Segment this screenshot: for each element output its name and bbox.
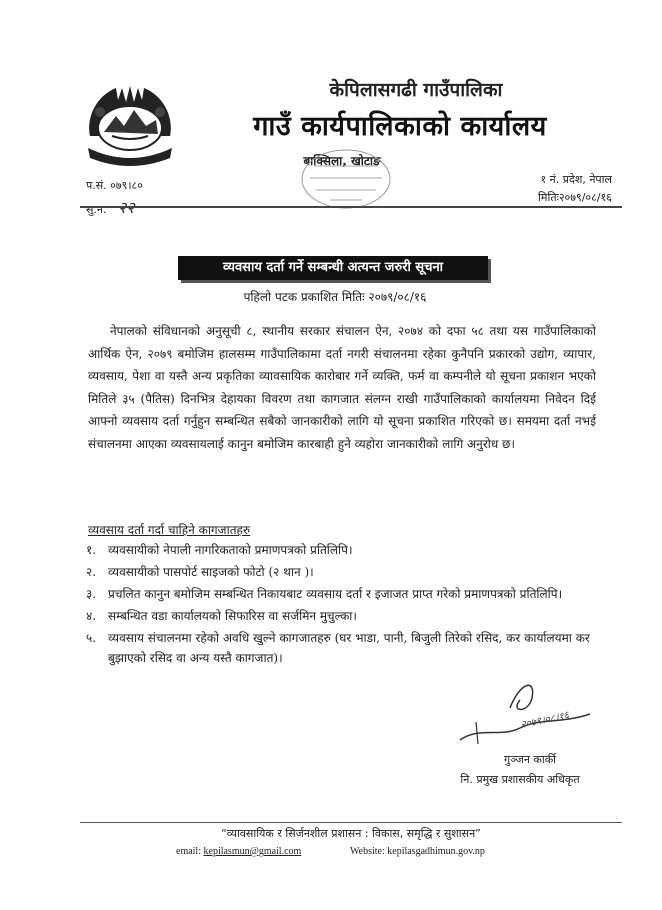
website-label: Website: [350, 846, 385, 857]
email-row [176, 846, 301, 857]
office-name: गाउँ कार्यपालिकाको कार्यालय [253, 111, 547, 142]
list-item: ३. प्रचलित कानुन बमोजिम सम्बन्धित निकायबाट व्यवसाय दर्ता र इजाजत प्राप्त गरेको प्रमाणपत्रको प्रतिलिपि। [86, 587, 563, 601]
list-item: १. व्यवसायीको नेपाली नागरिकताको प्रमाणपत्रको प्रतिलिपि। [86, 543, 353, 557]
notice-title: व्यवसाय दर्ता गर्ने सम्बन्धी अत्यन्त जरुरी सूचना [178, 256, 488, 280]
website-row [350, 846, 485, 857]
dispatch-label: सु.न. [86, 203, 107, 216]
website-link[interactable]: kepilasgadhimun.gov.np [387, 846, 485, 857]
reference-number: प.सं. ०७९।८० [86, 179, 143, 192]
list-item: २. व्यवसायीको पासपोर्ट साइजको फोटो (२ थान )। [86, 565, 314, 579]
dispatch-number: २२ [118, 198, 135, 217]
signatory-title: नि. प्रमुख प्रशासकीय अधिकृत [460, 773, 580, 786]
palika-name: केपिलासगढी गाउँपालिका [329, 79, 503, 101]
office-place: बाक्सिला, खोटाङ [303, 154, 381, 168]
province: १ नं. प्रदेश, नेपाल [540, 173, 612, 186]
list-item: ४. सम्बन्धित वडा कार्यालयको सिफारिस वा सर्जमिन मुचुल्का। [86, 609, 357, 623]
letter-date: मितिः२०७९/०८/१६ [538, 191, 612, 204]
signatory-name: गुञ्जन कार्की [503, 753, 557, 766]
signature-date: २०७९।०८।१६ [519, 709, 571, 731]
publication-date: पहिलो पटक प्रकाशित मितिः २०७९/०८/१६ [243, 290, 427, 304]
list-item: ५. व्यवसाय संचालनमा रहेको अवधि खुल्ने कागजातहरु (घर भाडा, पानी, बिजुली तिरेको रसिद, कर कार्यालयमा कर बुझाएको रसिद वा अन्य यस्तै कागजात)। [86, 631, 590, 665]
requirements-heading: व्यवसाय दर्ता गर्दा चाहिने कागजातहरु [88, 523, 251, 537]
office-stamp-icon [300, 148, 392, 210]
email-label: email: [176, 846, 201, 857]
email-link[interactable]: kepilasmun@gmail.com [203, 846, 302, 857]
footer-divider [80, 822, 622, 823]
requirements-list [86, 540, 602, 670]
header-divider [80, 206, 622, 208]
footer-motto: “व्यावसायिक र सिर्जनशील प्रशासन : विकास, समृद्धि र सुशासन” [221, 827, 481, 840]
notice-body: नेपालको संविधानको अनुसूची ८, स्थानीय सरकार संचालन ऐन, २०७४ को दफा ५८ तथा यस गाउँपालिकाको आर्थिक ऐन, २०७९ बमोजिम हालसम्म गाउँपालिकामा दर्ता नगरी संचालनमा रहेका कुनैपनि प्रकारको उद्योग, व्यापार, व्यवसाय, पेशा वा यस्तै अन्य प्रकृतिका व्यावसायिक कारोबार गर्ने व्यक्ति, फर्म वा कम्पनीले यो सूचना प्रकाशन भएको मितिले ३५ (पैतिस) दिनभित्र देहायका विवरण तथा कागजात संलग्न राखी गाउँपालिकाको कार्यालयमा निवेदन दिई आफ्नो व्यवसाय दर्ता गर्नुहुन सम्बन्धित सबैको जानकारीको लागि यो सूचना प्रकाशित गरिएको छ। समयमा दर्ता नभई संचालनमा आएका व्यवसायलाई कानुन बमोजिम कारबाही हुने व्यहोरा जानकारीको लागि अनुरोध छ। [88, 324, 596, 451]
